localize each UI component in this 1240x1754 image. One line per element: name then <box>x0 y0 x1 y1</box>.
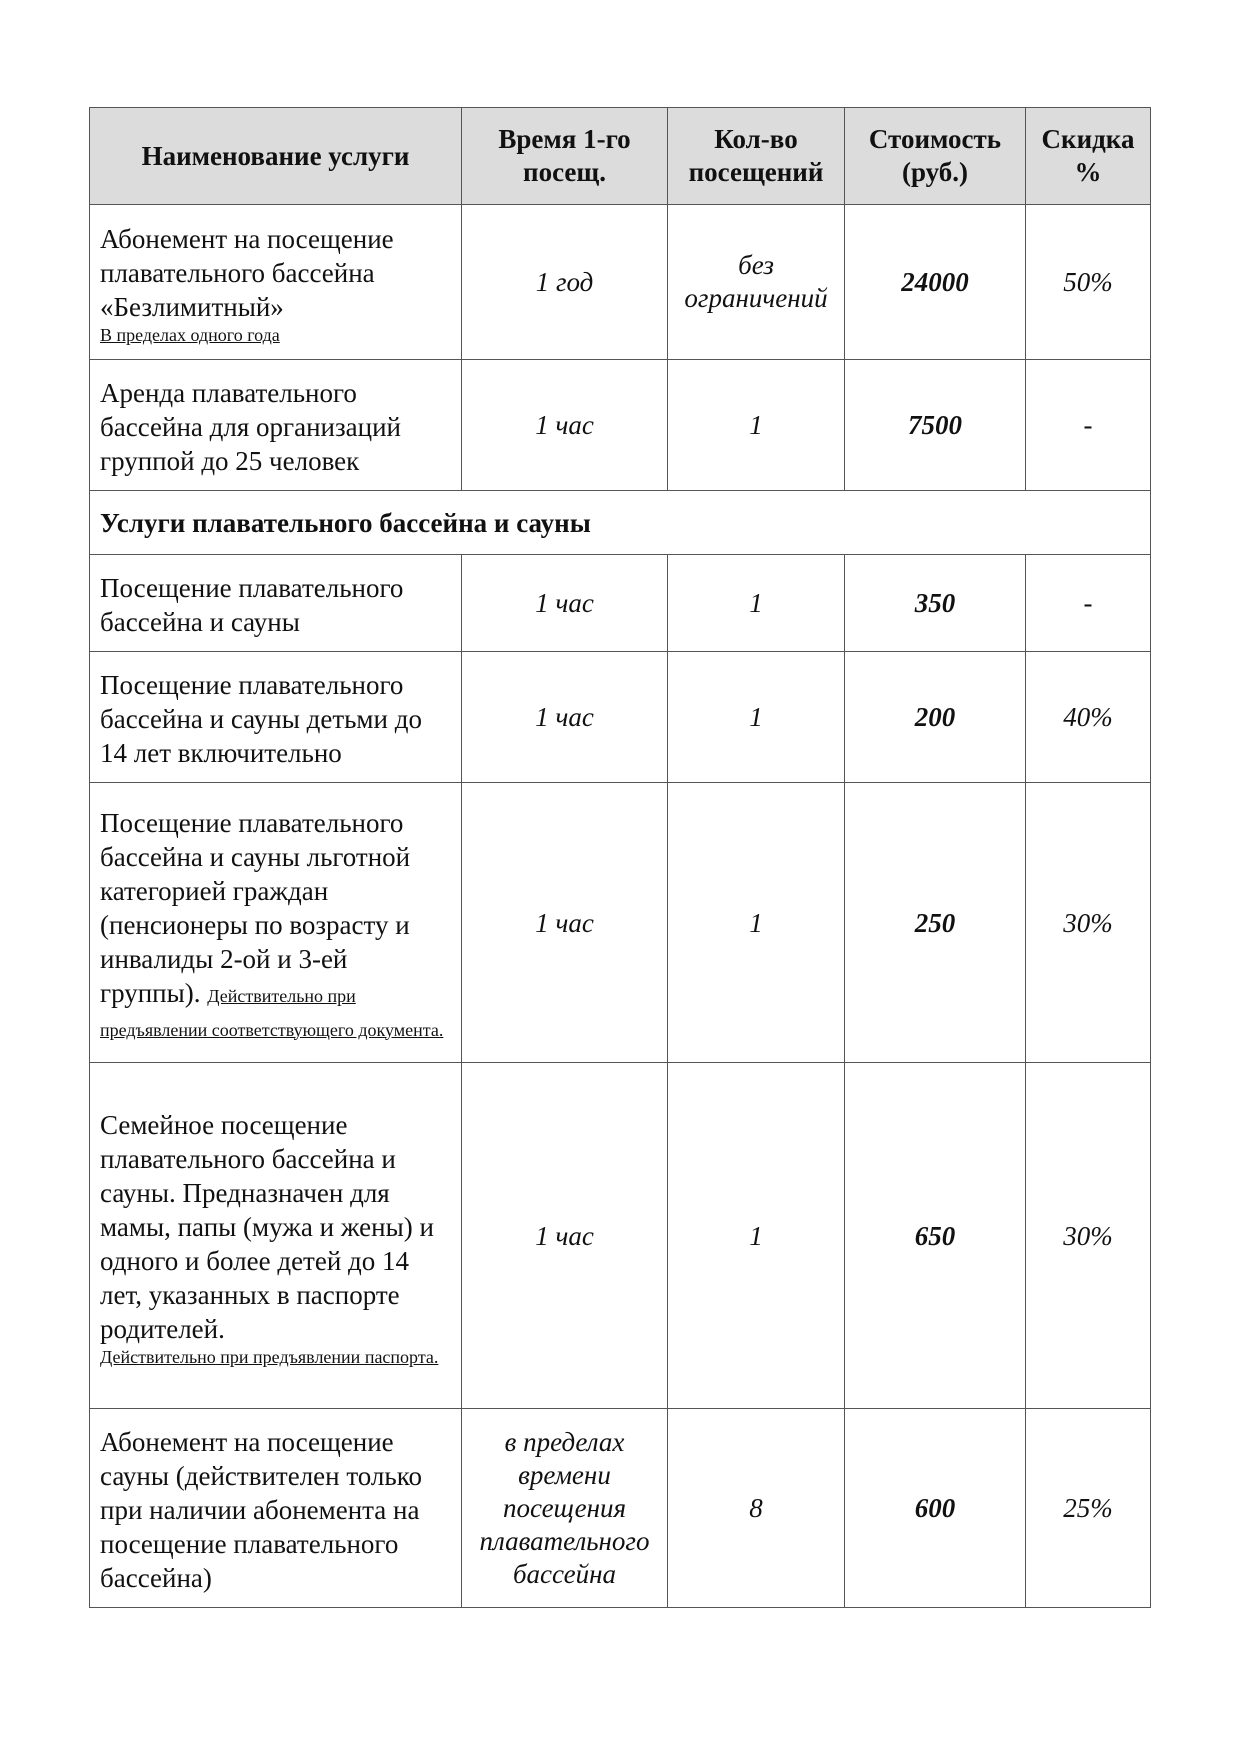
visit-count: 1 <box>668 555 845 652</box>
discount: - <box>1026 555 1151 652</box>
discount: - <box>1026 360 1151 491</box>
table-row <box>90 1409 1151 1608</box>
visit-time: 1 час <box>462 783 668 1063</box>
service-name-cell <box>90 555 462 652</box>
visit-count: 1 <box>668 1063 845 1409</box>
discount: 40% <box>1026 652 1151 783</box>
table-row <box>90 205 1151 360</box>
table-row <box>90 1063 1151 1409</box>
service-name-cell <box>90 1063 462 1409</box>
visit-count: без ограничений <box>668 205 845 360</box>
header-count: Кол-во посещений <box>668 108 845 205</box>
service-note: Действительно при предъявлении соответствующего документа. <box>100 985 444 1040</box>
section-row <box>90 491 1151 555</box>
header-price: Стоимость (руб.) <box>845 108 1026 205</box>
visit-count: 1 <box>668 652 845 783</box>
price: 600 <box>845 1409 1026 1608</box>
header-name: Наименование услуги <box>90 108 462 205</box>
table-row <box>90 652 1151 783</box>
visit-time: 1 час <box>462 652 668 783</box>
service-name-cell <box>90 783 462 1063</box>
service-name: Абонемент на посещение сауны (действителен только при наличии абонемента на посещение плавательного бассейна) <box>100 1427 422 1593</box>
price: 7500 <box>845 360 1026 491</box>
service-name: Посещение плавательного бассейна и сауны <box>100 573 404 637</box>
service-name-cell <box>90 360 462 491</box>
price-table <box>89 107 1151 1608</box>
header-row <box>90 108 1151 205</box>
visit-count: 1 <box>668 783 845 1063</box>
visit-time: 1 час <box>462 555 668 652</box>
service-note: Действительно при предъявлении паспорта. <box>100 1346 439 1367</box>
section-title: Услуги плавательного бассейна и сауны <box>90 491 1151 555</box>
table-row <box>90 360 1151 491</box>
service-name: Семейное посещение плавательного бассейна и сауны. Предназначен для мамы, папы (мужа и жены) и одного и более детей до 14 лет, указанных в паспорте родителей. <box>100 1109 434 1344</box>
service-name: Посещение плавательного бассейна и сауны льготной категорией граждан (пенсионеры по возрасту и инвалиды 2-ой и 3-ей группы). <box>100 807 411 1008</box>
service-name: Посещение плавательного бассейна и сауны детьми до 14 лет включительно <box>100 670 422 768</box>
service-note: В пределах одного года <box>100 325 280 345</box>
visit-time: 1 год <box>462 205 668 360</box>
visit-time: 1 час <box>462 360 668 491</box>
discount: 30% <box>1026 1063 1151 1409</box>
discount: 25% <box>1026 1409 1151 1608</box>
service-name-cell <box>90 205 462 360</box>
visit-count: 1 <box>668 360 845 491</box>
service-name-cell <box>90 1409 462 1608</box>
discount: 30% <box>1026 783 1151 1063</box>
visit-time: 1 час <box>462 1063 668 1409</box>
price: 250 <box>845 783 1026 1063</box>
table-row <box>90 783 1151 1063</box>
discount: 50% <box>1026 205 1151 360</box>
visit-time: в пределах времени посещения плавательного бассейна <box>462 1409 668 1608</box>
header-discount: Скидка % <box>1026 108 1151 205</box>
service-name: Абонемент на посещение плавательного бассейна «Безлимитный» <box>100 224 394 322</box>
price: 200 <box>845 652 1026 783</box>
table-row <box>90 555 1151 652</box>
service-name: Аренда плавательного бассейна для организаций группой до 25 человек <box>100 378 401 476</box>
header-time: Время 1-го посещ. <box>462 108 668 205</box>
visit-count: 8 <box>668 1409 845 1608</box>
service-name-cell <box>90 652 462 783</box>
price: 650 <box>845 1063 1026 1409</box>
price: 24000 <box>845 205 1026 360</box>
price: 350 <box>845 555 1026 652</box>
